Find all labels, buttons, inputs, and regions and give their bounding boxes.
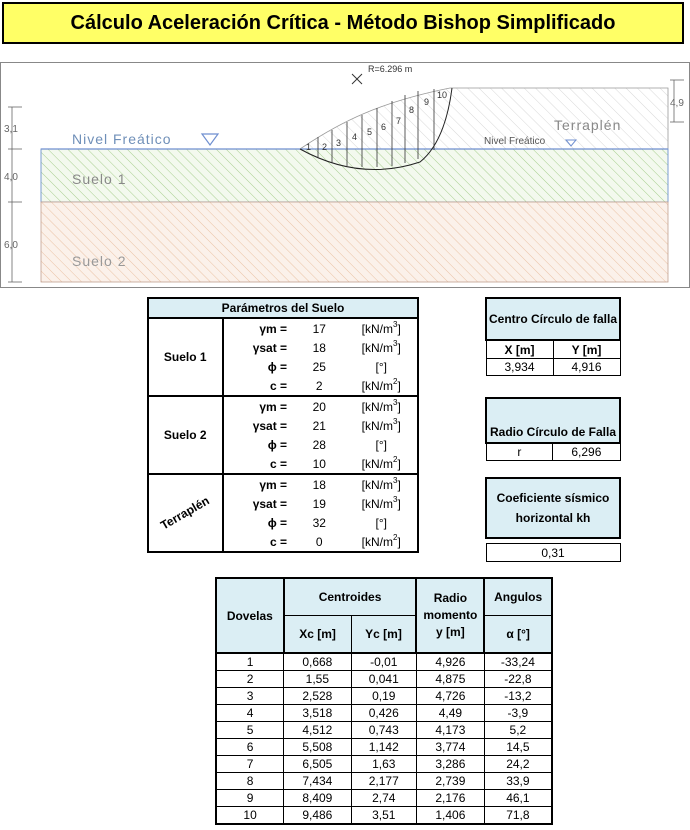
dovela-alpha: -13,2 [484, 688, 552, 705]
soil-group-name-rotated: Terraplén [158, 493, 213, 533]
slice-label: 9 [424, 97, 430, 107]
dim-4-9-label: 4,9 [670, 98, 684, 109]
centro-circulo-header: Centro Círculo de falla [486, 298, 620, 340]
yc-header: Yc [m] [351, 616, 416, 654]
coeficiente-sismico-table [485, 477, 621, 562]
param-unit: $[kN/m^2]$ [345, 454, 418, 474]
dovela-alpha: -33,24 [484, 653, 552, 671]
dovela-xc: 8,409 [284, 790, 351, 807]
dovela-row [216, 671, 552, 688]
param-unit: [°] [345, 435, 418, 454]
dovela-xc: 2,528 [284, 688, 351, 705]
slice-label: 10 [437, 90, 448, 100]
dovela-row [216, 807, 552, 825]
soil-group-name: Suelo 2 [148, 396, 223, 474]
dovela-row [216, 705, 552, 722]
param-value: 10 [293, 454, 345, 474]
dovela-yc: 2,74 [351, 790, 416, 807]
dovela-radio: 1,406 [416, 807, 484, 825]
dovela-yc: 1,63 [351, 756, 416, 773]
param-unit: $[kN/m^3]$ [345, 338, 418, 357]
dovela-radio: 4,49 [416, 705, 484, 722]
dim-3-1-label: 3,1 [4, 124, 18, 135]
dovelas-table [215, 577, 553, 825]
dovela-radio: 4,875 [416, 671, 484, 688]
dovela-alpha: -22,8 [484, 671, 552, 688]
param-symbol: ϕ = [267, 437, 288, 452]
soil-param-row [148, 318, 418, 338]
dovela-row [216, 739, 552, 756]
dovela-number: 8 [216, 773, 284, 790]
param-unit: $[kN/m^3]$ [345, 396, 418, 416]
param-unit: [°] [345, 357, 418, 376]
param-value: 28 [312, 437, 326, 452]
param-value: 19 [312, 496, 326, 511]
terraplen-label: Terraplén [554, 117, 622, 133]
param-value: 0 [293, 532, 345, 552]
param-symbol: c = [223, 454, 294, 474]
slice-label: 4 [352, 132, 358, 142]
dovela-radio: 4,926 [416, 653, 484, 671]
dovela-xc: 9,486 [284, 807, 351, 825]
dovela-number: 1 [216, 653, 284, 671]
param-value: 2 [293, 376, 345, 396]
dovela-yc: 0,743 [351, 722, 416, 739]
dovela-radio: 2,176 [416, 790, 484, 807]
dovela-row [216, 722, 552, 739]
dovela-yc: 2,177 [351, 773, 416, 790]
slice-label: 8 [409, 105, 415, 115]
soil-group-name: Suelo 1 [148, 318, 223, 396]
centro-y-value: 4,916 [553, 359, 620, 376]
param-value: 25 [312, 359, 326, 374]
dovela-xc: 6,505 [284, 756, 351, 773]
xc-header: Xc [m] [284, 616, 351, 654]
centro-x-value: 3,934 [486, 359, 553, 376]
param-unit: [°] [345, 513, 418, 532]
coef-header-line1: Coeficiente sísmico [496, 491, 610, 505]
dovela-radio: 2,739 [416, 773, 484, 790]
dovela-alpha: 33,9 [484, 773, 552, 790]
param-unit: $[kN/m^2]$ [345, 376, 418, 396]
alpha-header: α [°] [484, 616, 552, 654]
dovela-number: 2 [216, 671, 284, 688]
dovela-xc: 1,55 [284, 671, 351, 688]
dovela-alpha: -3,9 [484, 705, 552, 722]
param-value: 32 [312, 515, 326, 530]
radius-label: R=6.296 m [368, 64, 413, 74]
slice-label: 5 [367, 127, 373, 137]
slice-label: 3 [336, 138, 342, 148]
param-value: 17 [312, 321, 326, 336]
nivel-freatico-right-label: Nivel Freático [484, 136, 546, 147]
radio-momento-header: Radio momento y [m] [416, 578, 484, 653]
dovela-yc: 0,041 [351, 671, 416, 688]
centro-y-header: Y [m] [553, 340, 620, 359]
suelo1-layer [41, 149, 668, 202]
param-symbol: ϕ = [267, 359, 288, 374]
radio-label: r [486, 443, 553, 461]
param-symbol: c = [223, 532, 294, 552]
param-symbol: c = [223, 376, 294, 396]
soil-parameters-header: Parámetros del Suelo [148, 298, 418, 318]
dovela-alpha: 24,2 [484, 756, 552, 773]
centro-circulo-table [485, 297, 621, 376]
slice-label: 2 [322, 142, 328, 152]
param-unit: $[kN/m^3]$ [345, 474, 418, 494]
dovela-yc: -0,01 [351, 653, 416, 671]
suelo2-label: Suelo 2 [72, 253, 127, 269]
param-symbol: γsat = [252, 340, 288, 355]
dovela-row [216, 653, 552, 671]
dovela-xc: 3,518 [284, 705, 351, 722]
dovela-row [216, 756, 552, 773]
slice-label: 6 [381, 122, 387, 132]
param-value: 18 [312, 340, 326, 355]
dovela-xc: 7,434 [284, 773, 351, 790]
soil-group-name [148, 474, 223, 552]
param-unit: $[kN/m^2]$ [345, 532, 418, 552]
dovela-yc: 0,426 [351, 705, 416, 722]
dovela-radio: 4,726 [416, 688, 484, 705]
dovela-radio: 4,173 [416, 722, 484, 739]
coeficiente-sismico-value: 0,31 [486, 544, 620, 562]
radio-circulo-table [485, 397, 621, 461]
dovela-alpha: 5,2 [484, 722, 552, 739]
dovela-number: 6 [216, 739, 284, 756]
coef-header-line2: horizontal kh [515, 511, 591, 525]
dovela-number: 10 [216, 807, 284, 825]
dovela-xc: 0,668 [284, 653, 351, 671]
soil-param-row [148, 396, 418, 416]
soil-parameters-table [147, 297, 419, 553]
param-symbol: γm = [259, 477, 288, 492]
param-symbol: γsat = [252, 418, 288, 433]
slice-label: 1 [306, 142, 312, 152]
slope-cross-section-diagram [0, 62, 690, 288]
dovela-number: 7 [216, 756, 284, 773]
dovela-number: 3 [216, 688, 284, 705]
dovelas-header: Dovelas [216, 578, 284, 653]
dovela-row [216, 790, 552, 807]
param-value: 21 [312, 418, 326, 433]
dovela-alpha: 46,1 [484, 790, 552, 807]
dovela-xc: 4,512 [284, 722, 351, 739]
dovela-yc: 3,51 [351, 807, 416, 825]
dim-6-0-label: 6,0 [4, 240, 18, 251]
dovela-radio: 3,286 [416, 756, 484, 773]
param-value: 18 [312, 477, 326, 492]
param-unit: $[kN/m^3]$ [345, 318, 418, 338]
dovela-number: 5 [216, 722, 284, 739]
dovela-row [216, 688, 552, 705]
coeficiente-sismico-header [486, 478, 620, 538]
dovela-yc: 0,19 [351, 688, 416, 705]
dovela-row [216, 773, 552, 790]
dovela-yc: 1,142 [351, 739, 416, 756]
centro-x-header: X [m] [486, 340, 553, 359]
dim-4-0-label: 4,0 [4, 172, 18, 183]
radio-value: 6,296 [553, 443, 620, 461]
dovela-alpha: 71,8 [484, 807, 552, 825]
soil-param-row [148, 474, 418, 494]
suelo1-label: Suelo 1 [72, 171, 127, 187]
param-symbol: γsat = [252, 496, 288, 511]
angulos-header: Angulos [484, 578, 552, 616]
page-title: Cálculo Aceleración Crítica - Método Bishop Simplificado [2, 2, 684, 44]
param-value: 20 [312, 399, 326, 414]
radio-circulo-header: Radio Círculo de Falla [486, 398, 620, 443]
suelo2-layer [41, 202, 668, 282]
param-symbol: γm = [259, 321, 288, 336]
dovela-radio: 3,774 [416, 739, 484, 756]
param-symbol: γm = [259, 399, 288, 414]
dovela-number: 4 [216, 705, 284, 722]
param-symbol: ϕ = [267, 515, 288, 530]
param-unit: $[kN/m^3]$ [345, 416, 418, 435]
centroides-header: Centroides [284, 578, 417, 616]
dovela-alpha: 14,5 [484, 739, 552, 756]
dovela-number: 9 [216, 790, 284, 807]
nivel-freatico-left-label: Nivel Freático [72, 131, 172, 147]
slice-label: 7 [396, 116, 402, 126]
param-unit: $[kN/m^3]$ [345, 494, 418, 513]
dovela-xc: 5,508 [284, 739, 351, 756]
